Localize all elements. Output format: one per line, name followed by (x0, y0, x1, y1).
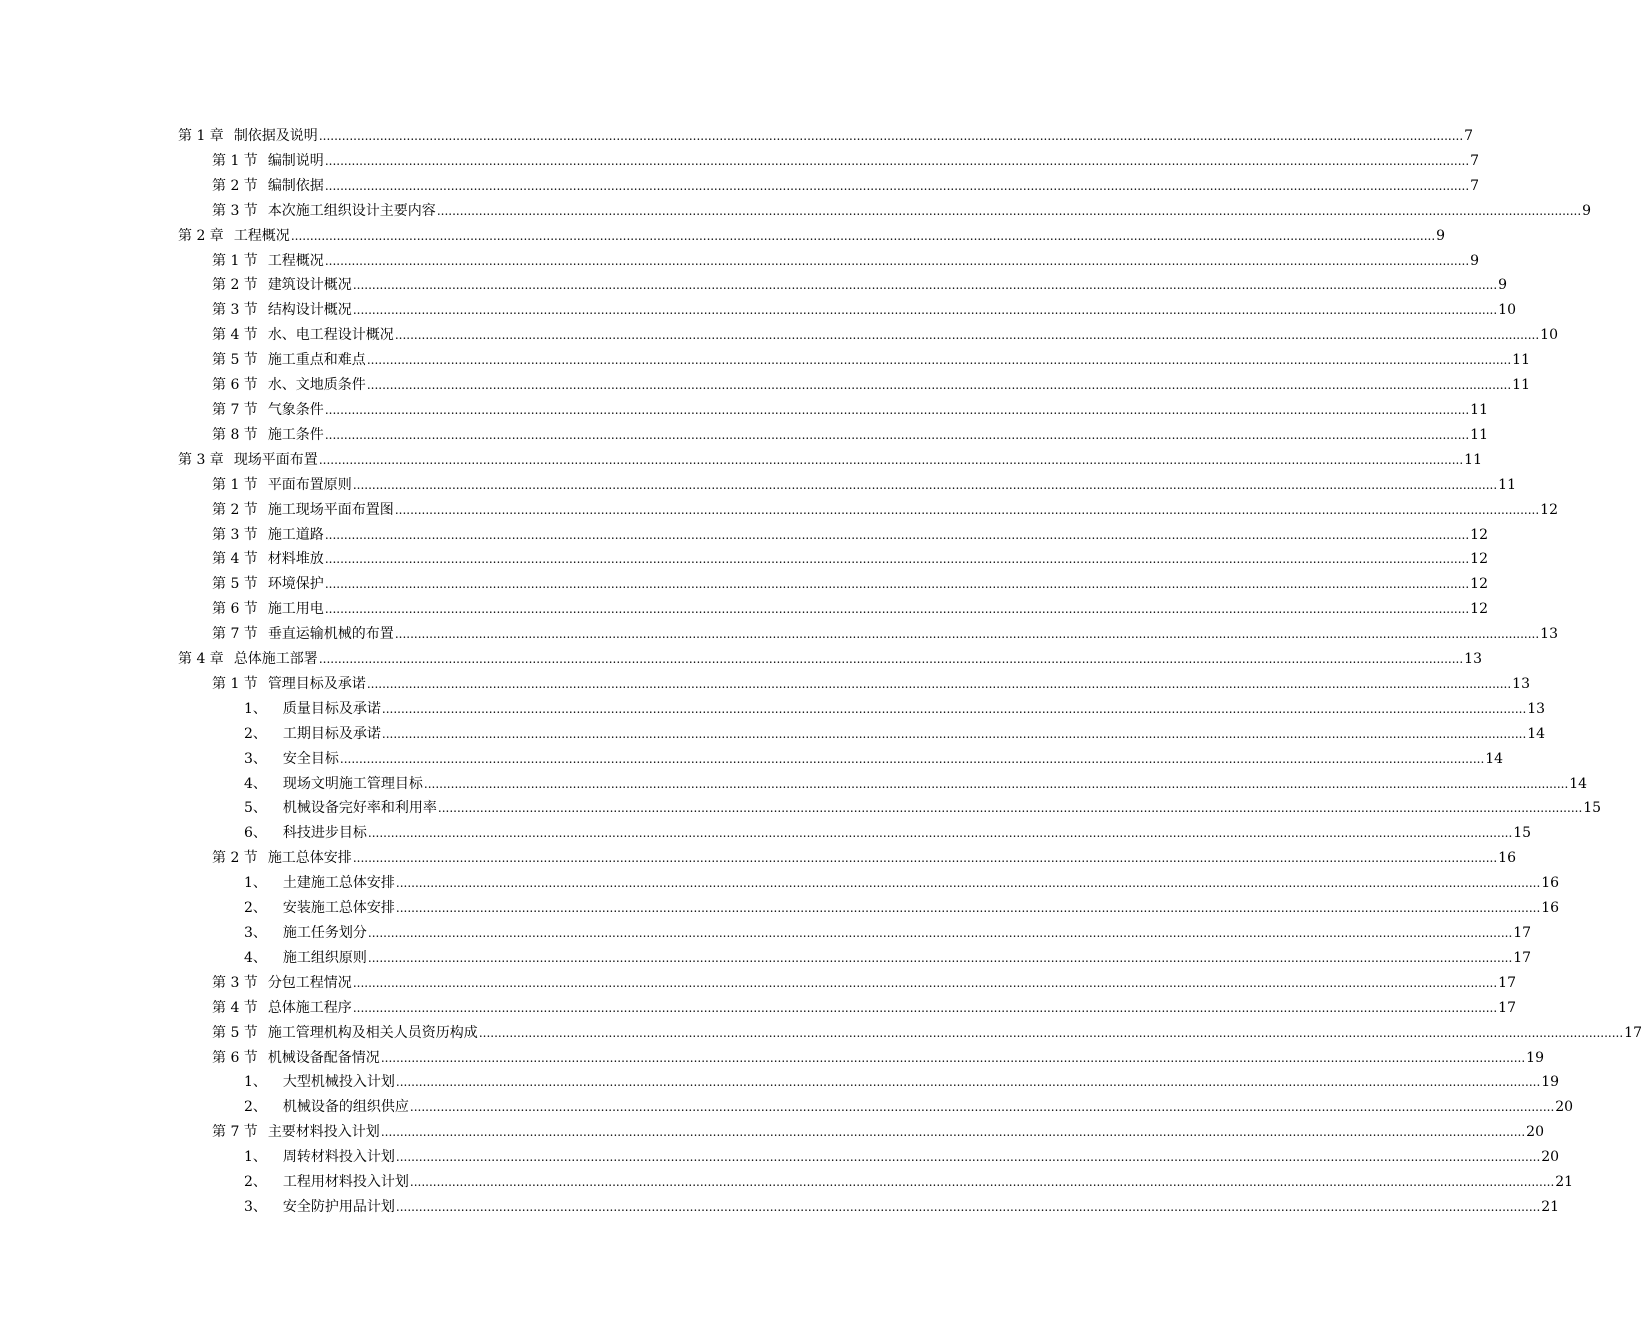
toc-entry-page: 12 (1470, 601, 1488, 618)
toc-entry-title: 施工用电 (267, 601, 324, 618)
toc-entry-title: 现场文明施工管理目标 (282, 775, 423, 792)
toc-entry-title: 分包工程情况 (267, 974, 352, 991)
toc-entry-title: 现场平面布置 (233, 451, 318, 468)
toc-entry-title: 施工现场平面布置图 (267, 501, 394, 518)
toc-entry-title: 机械设备的组织供应 (282, 1099, 409, 1116)
toc-entry-page: 19 (1541, 1074, 1560, 1091)
dot-leader: ............................................................................................................................................................................................................................................................................................................ (381, 726, 1527, 741)
toc-entry[interactable] (0, 1046, 1544, 1071)
toc-entry[interactable] (0, 647, 1482, 672)
toc-entry-page: 13 (1512, 675, 1530, 692)
toc-entry-title: 大型机械投入计划 (282, 1074, 395, 1091)
toc-entry-title: 机械设备完好率和利用率 (282, 800, 437, 817)
toc-entry-page: 21 (1555, 1174, 1574, 1191)
toc-entry-number: 第 8 节 (212, 426, 258, 443)
toc-entry-title: 工期目标及承诺 (282, 725, 381, 742)
toc-entry-page: 7 (1464, 128, 1474, 144)
toc-entry-number: 第 3 节 (212, 974, 258, 991)
toc-entry-number: 第 5 节 (212, 576, 258, 593)
dot-leader: ............................................................................................................................................................................................................................................................................................................ (395, 1075, 1541, 1090)
toc-entry[interactable] (0, 1070, 1560, 1095)
toc-entry-number: 第 3 节 (212, 302, 258, 319)
table-of-contents (0, 124, 1642, 1220)
toc-entry-page: 9 (1582, 202, 1592, 219)
toc-entry[interactable] (0, 772, 1588, 797)
toc-entry-page: 12 (1470, 526, 1488, 543)
toc-entry-page: 17 (1498, 974, 1516, 991)
toc-entry-title: 主要材料投入计划 (267, 1124, 380, 1141)
dot-leader: ............................................................................................................................................................................................................................................................................................................ (318, 652, 1464, 667)
dot-leader: ............................................................................................................................................................................................................................................................................................................ (352, 303, 1498, 318)
toc-entry[interactable] (0, 971, 1516, 996)
toc-entry-title: 编制说明 (267, 152, 324, 169)
toc-entry-title: 编制依据 (267, 177, 324, 194)
toc-entry-number: 4、 (244, 775, 267, 792)
toc-entry-page: 15 (1583, 800, 1602, 817)
toc-entry-page: 12 (1470, 551, 1488, 568)
toc-entry[interactable] (0, 996, 1516, 1021)
toc-entry-title: 质量目标及承诺 (282, 700, 381, 717)
toc-entry-number: 第 1 章 (178, 128, 224, 144)
toc-entry-number: 3、 (244, 750, 267, 767)
toc-entry-page: 11 (1512, 377, 1530, 394)
toc-entry[interactable] (0, 523, 1488, 548)
toc-entry-number: 第 7 节 (212, 626, 258, 643)
toc-entry-number: 3、 (244, 925, 267, 941)
toc-entry-page: 11 (1464, 451, 1482, 468)
dot-leader: ............................................................................................................................................................................................................................................................................................................ (367, 950, 1513, 965)
toc-entry-page: 12 (1540, 501, 1558, 518)
toc-entry-page: 16 (1541, 875, 1560, 892)
toc-entry-title: 管理目标及承诺 (267, 675, 366, 692)
toc-entry-number: 第 2 节 (212, 501, 258, 518)
dot-leader: ............................................................................................................................................................................................................................................................................................................ (324, 153, 1470, 168)
toc-entry-number: 第 1 节 (212, 476, 258, 493)
toc-entry-page: 10 (1540, 327, 1558, 344)
dot-leader: ............................................................................................................................................................................................................................................................................................................ (324, 178, 1470, 193)
toc-entry-title: 本次施工组织设计主要内容 (267, 202, 436, 219)
toc-entry[interactable] (0, 747, 1504, 772)
toc-entry[interactable] (0, 199, 1592, 224)
dot-leader: ............................................................................................................................................................................................................................................................................................................ (395, 876, 1541, 891)
toc-entry[interactable] (0, 1145, 1560, 1170)
toc-entry-page: 17 (1498, 999, 1516, 1016)
toc-entry-number: 4、 (244, 949, 267, 966)
toc-entry[interactable] (0, 124, 1474, 149)
toc-entry[interactable] (0, 423, 1488, 448)
dot-leader: ............................................................................................................................................................................................................................................................................................................ (366, 353, 1512, 368)
toc-entry[interactable] (0, 298, 1516, 323)
toc-entry-title: 施工任务划分 (282, 925, 367, 941)
toc-entry-title: 施工管理机构及相关人员资历构成 (267, 1024, 478, 1041)
dot-leader: ............................................................................................................................................................................................................................................................................................................ (324, 577, 1470, 592)
toc-entry-number: 第 4 章 (178, 651, 224, 668)
dot-leader: ............................................................................................................................................................................................................................................................................................................ (437, 801, 1583, 816)
toc-entry-number: 2、 (244, 725, 267, 742)
toc-entry-number: 5、 (244, 800, 267, 817)
dot-leader: ............................................................................................................................................................................................................................................................................................................ (324, 253, 1470, 268)
dot-leader: ............................................................................................................................................................................................................................................................................................................ (352, 477, 1498, 492)
toc-entry-number: 第 5 节 (212, 1024, 258, 1041)
toc-entry-number: 第 6 节 (212, 601, 258, 618)
toc-entry-number: 1、 (244, 1074, 267, 1091)
toc-entry-title: 施工重点和难点 (267, 352, 366, 369)
toc-entry-page: 16 (1541, 900, 1560, 917)
toc-entry-title: 机械设备配备情况 (267, 1049, 380, 1066)
toc-entry-title: 结构设计概况 (267, 302, 352, 319)
toc-entry[interactable] (0, 846, 1516, 871)
dot-leader: ............................................................................................................................................................................................................................................................................................................ (366, 378, 1512, 393)
toc-entry-title: 周转材料投入计划 (282, 1149, 395, 1166)
toc-entry-title: 工程概况 (267, 252, 324, 269)
toc-entry-title: 施工条件 (267, 426, 324, 443)
toc-entry[interactable] (0, 722, 1546, 747)
dot-leader: ............................................................................................................................................................................................................................................................................................................ (367, 826, 1513, 841)
toc-entry-number: 第 3 节 (212, 202, 258, 219)
dot-leader: ............................................................................................................................................................................................................................................................................................................ (352, 851, 1498, 866)
dot-leader: ............................................................................................................................................................................................................................................................................................................ (324, 427, 1470, 442)
dot-leader: ............................................................................................................................................................................................................................................................................................................ (394, 328, 1540, 343)
toc-entry-title: 施工组织原则 (282, 949, 367, 966)
toc-entry[interactable] (0, 398, 1488, 423)
toc-entry-title: 环境保护 (267, 576, 324, 593)
toc-entry-title: 工程概况 (233, 227, 290, 244)
toc-entry-page: 13 (1527, 700, 1546, 717)
toc-entry-page: 11 (1512, 352, 1530, 369)
toc-entry-page: 20 (1555, 1099, 1574, 1116)
toc-entry-number: 第 4 节 (212, 551, 258, 568)
toc-entry-page: 13 (1464, 651, 1482, 668)
toc-entry[interactable] (0, 572, 1488, 597)
dot-leader: ............................................................................................................................................................................................................................................................................................................ (395, 1199, 1541, 1214)
toc-entry-page: 13 (1540, 626, 1558, 643)
toc-entry-number: 第 7 节 (212, 1124, 258, 1141)
toc-entry-page: 10 (1498, 302, 1516, 319)
dot-leader: ............................................................................................................................................................................................................................................................................................................ (395, 1150, 1541, 1165)
dot-leader: ............................................................................................................................................................................................................................................................................................................ (380, 1050, 1526, 1065)
dot-leader: ............................................................................................................................................................................................................................................................................................................ (352, 1000, 1498, 1015)
toc-entry-number: 第 4 节 (212, 327, 258, 344)
toc-entry-number: 2、 (244, 1099, 267, 1116)
toc-entry-page: 14 (1569, 775, 1588, 792)
toc-entry-title: 总体施工程序 (267, 999, 352, 1016)
toc-entry-number: 1、 (244, 875, 267, 892)
toc-entry-title: 材料堆放 (267, 551, 324, 568)
dot-leader: ............................................................................................................................................................................................................................................................................................................ (352, 278, 1498, 293)
toc-entry-title: 安全目标 (282, 750, 339, 767)
toc-entry-title: 工程用材料投入计划 (282, 1174, 409, 1191)
toc-entry-number: 1、 (244, 700, 267, 717)
toc-entry-number: 第 1 节 (212, 252, 258, 269)
toc-entry-number: 第 2 节 (212, 177, 258, 194)
toc-entry-number: 第 7 节 (212, 401, 258, 418)
toc-entry-page: 17 (1624, 1024, 1642, 1041)
dot-leader: ............................................................................................................................................................................................................................................................................................................ (367, 926, 1513, 940)
dot-leader: ............................................................................................................................................................................................................................................................................................................ (290, 228, 1436, 243)
dot-leader: ............................................................................................................................................................................................................................................................................................................ (324, 602, 1470, 617)
toc-entry-number: 第 3 章 (178, 451, 224, 468)
toc-entry-number: 第 2 节 (212, 277, 258, 294)
toc-entry[interactable] (0, 1095, 1574, 1120)
toc-entry-page: 20 (1526, 1124, 1544, 1141)
toc-entry-title: 施工总体安排 (267, 850, 352, 867)
toc-entry[interactable] (0, 1170, 1574, 1195)
toc-entry-page: 21 (1541, 1198, 1560, 1215)
toc-entry-page: 17 (1513, 949, 1532, 966)
toc-entry-number: 第 6 节 (212, 1049, 258, 1066)
dot-leader: ............................................................................................................................................................................................................................................................................................................ (409, 1100, 1555, 1115)
toc-entry[interactable] (0, 348, 1530, 373)
toc-entry-page: 11 (1470, 426, 1488, 443)
toc-entry-title: 安装施工总体安排 (282, 900, 395, 917)
toc-entry-number: 第 1 节 (212, 152, 258, 169)
toc-entry-title: 垂直运输机械的布置 (267, 626, 394, 643)
toc-entry-title: 科技进步目标 (282, 825, 367, 842)
toc-entry-number: 第 2 节 (212, 850, 258, 867)
toc-entry-page: 14 (1485, 750, 1504, 767)
toc-entry-title: 水、电工程设计概况 (267, 327, 394, 344)
dot-leader: ............................................................................................................................................................................................................................................................................................................ (478, 1025, 1624, 1040)
toc-entry[interactable] (0, 273, 1508, 298)
toc-entry-number: 第 4 节 (212, 999, 258, 1016)
toc-entry[interactable] (0, 149, 1480, 174)
toc-entry[interactable] (0, 622, 1558, 647)
dot-leader: ............................................................................................................................................................................................................................................................................................................ (381, 701, 1527, 716)
dot-leader: ............................................................................................................................................................................................................................................................................................................ (318, 129, 1464, 143)
toc-entry-number: 第 1 节 (212, 675, 258, 692)
toc-entry-page: 14 (1527, 725, 1546, 742)
toc-entry-page: 20 (1541, 1149, 1560, 1166)
dot-leader: ............................................................................................................................................................................................................................................................................................................ (339, 751, 1485, 766)
toc-entry-title: 总体施工部署 (233, 651, 318, 668)
toc-entry-number: 第 6 节 (212, 377, 258, 394)
dot-leader: ............................................................................................................................................................................................................................................................................................................ (318, 452, 1464, 467)
toc-entry[interactable] (0, 597, 1488, 622)
toc-entry[interactable] (0, 547, 1488, 572)
toc-entry-number: 3、 (244, 1198, 267, 1215)
toc-entry-number: 6、 (244, 825, 267, 842)
toc-entry-page: 19 (1526, 1049, 1544, 1066)
toc-entry-number: 第 2 章 (178, 227, 224, 244)
toc-entry[interactable] (0, 224, 1446, 249)
toc-entry[interactable] (0, 1120, 1544, 1145)
toc-entry-title: 制依据及说明 (233, 128, 318, 144)
dot-leader: ............................................................................................................................................................................................................................................................................................................ (352, 975, 1498, 990)
toc-entry-number: 第 3 节 (212, 526, 258, 543)
toc-entry[interactable] (0, 871, 1560, 896)
dot-leader: ............................................................................................................................................................................................................................................................................................................ (423, 776, 1569, 791)
toc-entry-page: 11 (1470, 401, 1488, 418)
toc-entry-number: 2、 (244, 1174, 267, 1191)
dot-leader: ............................................................................................................................................................................................................................................................................................................ (324, 552, 1470, 567)
toc-entry[interactable] (0, 1021, 1642, 1046)
toc-entry-number: 1、 (244, 1149, 267, 1166)
toc-entry[interactable] (0, 249, 1480, 274)
toc-entry-title: 建筑设计概况 (267, 277, 352, 294)
toc-entry-title: 土建施工总体安排 (282, 875, 395, 892)
toc-entry[interactable] (0, 946, 1532, 971)
toc-entry[interactable] (0, 473, 1516, 498)
toc-entry[interactable] (0, 1195, 1560, 1220)
toc-entry[interactable] (0, 448, 1482, 473)
dot-leader: ............................................................................................................................................................................................................................................................................................................ (324, 402, 1470, 417)
dot-leader: ............................................................................................................................................................................................................................................................................................................ (395, 901, 1541, 916)
toc-entry[interactable] (0, 921, 1532, 946)
toc-entry[interactable] (0, 174, 1480, 199)
toc-entry[interactable] (0, 697, 1546, 722)
toc-entry-title: 水、文地质条件 (267, 377, 366, 394)
dot-leader: ............................................................................................................................................................................................................................................................................................................ (366, 676, 1512, 691)
toc-entry-number: 第 5 节 (212, 352, 258, 369)
toc-entry-page: 12 (1470, 576, 1488, 593)
toc-entry-page: 7 (1470, 152, 1480, 169)
dot-leader: ............................................................................................................................................................................................................................................................................................................ (324, 527, 1470, 542)
toc-entry[interactable] (0, 373, 1530, 398)
toc-entry-page: 7 (1470, 177, 1480, 194)
dot-leader: ............................................................................................................................................................................................................................................................................................................ (409, 1175, 1555, 1190)
toc-entry[interactable] (0, 796, 1602, 821)
toc-entry-title: 气象条件 (267, 401, 324, 418)
toc-entry[interactable] (0, 896, 1560, 921)
toc-entry[interactable] (0, 498, 1558, 523)
toc-entry-page: 17 (1513, 925, 1532, 941)
dot-leader: ............................................................................................................................................................................................................................................................................................................ (394, 502, 1540, 517)
dot-leader: ............................................................................................................................................................................................................................................................................................................ (394, 627, 1540, 642)
dot-leader: ............................................................................................................................................................................................................................................................................................................ (380, 1125, 1526, 1140)
toc-entry-title: 安全防护用品计划 (282, 1198, 395, 1215)
toc-entry-title: 平面布置原则 (267, 476, 352, 493)
toc-entry-page: 11 (1498, 476, 1516, 493)
toc-entry-page: 9 (1436, 227, 1446, 244)
toc-entry-page: 16 (1498, 850, 1516, 867)
dot-leader: ............................................................................................................................................................................................................................................................................................................ (436, 203, 1582, 218)
toc-entry-page: 9 (1470, 252, 1480, 269)
toc-entry[interactable] (0, 821, 1532, 846)
toc-entry-page: 9 (1498, 277, 1508, 294)
toc-entry-title: 施工道路 (267, 526, 324, 543)
toc-entry[interactable] (0, 323, 1558, 348)
toc-entry-page: 15 (1513, 825, 1532, 842)
toc-entry-number: 2、 (244, 900, 267, 917)
toc-entry[interactable] (0, 672, 1530, 697)
